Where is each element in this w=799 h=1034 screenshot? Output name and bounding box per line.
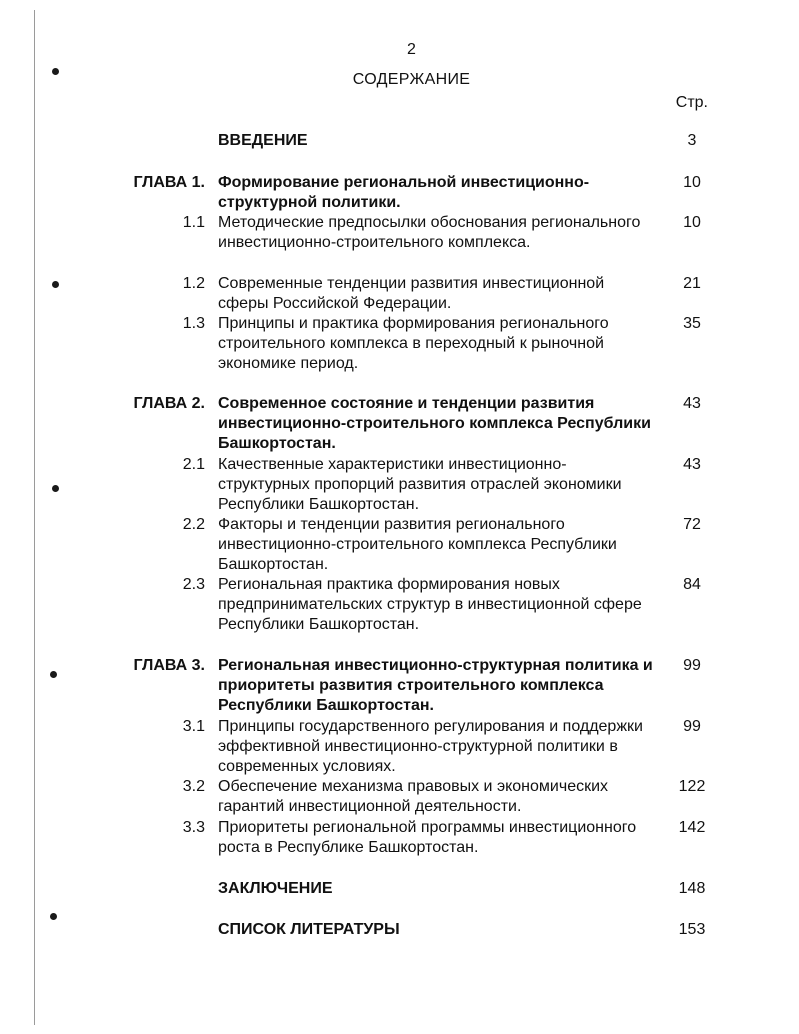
toc-entry-number: 1.1 <box>182 214 205 231</box>
toc-entry-title: Современное состояние и тенденции развития инвестиционно-строительного комплекса Республики Башкортостан. <box>218 395 651 453</box>
scan-margin-line <box>34 10 35 1025</box>
toc-entry-page: 43 <box>683 395 701 412</box>
toc-entry-page: 3 <box>687 132 697 149</box>
toc-entry-page: 122 <box>678 778 706 795</box>
toc-entry-title: Принципы государственного регулирования и поддержки эффективной инвестиционно-структурной политики в современных условиях. <box>218 718 643 776</box>
toc-entry-page: 84 <box>683 576 701 593</box>
scan-speck <box>50 671 57 678</box>
toc-entry-title: Методические предпосылки обоснования регионального инвестиционно-строительного комплекса. <box>218 214 641 252</box>
toc-entry-title: ЗАКЛЮЧЕНИЕ <box>218 880 333 897</box>
toc-entry-page: 72 <box>683 516 701 533</box>
toc-entry-title: Современные тенденции развития инвестиционной сферы Российской Федерации. <box>218 275 605 313</box>
toc-entry-title: Качественные характеристики инвестиционно-структурных пропорций развития отраслей экономики Республики Башкортостан. <box>218 456 622 514</box>
toc-entry-title: Формирование региональной инвестиционно-структурной политики. <box>218 174 590 212</box>
toc-entry-title: СПИСОК ЛИТЕРАТУРЫ <box>218 921 400 938</box>
toc-entry-number: 2.1 <box>182 456 205 473</box>
page-column-header: Стр. <box>675 94 708 111</box>
toc-entry-page: 43 <box>683 456 701 473</box>
toc-entry-title: Факторы и тенденции развития регионального инвестиционно-строительного комплекса Республики Башкортостан. <box>218 516 617 574</box>
toc-entry-number: 2.2 <box>182 516 205 533</box>
toc-entry-page: 35 <box>683 315 701 332</box>
toc-entry-number: 3.1 <box>182 718 205 735</box>
toc-entry-number: 1.3 <box>182 315 205 332</box>
toc-entry-title: Принципы и практика формирования регионального строительного комплекса в переходный к рыночной экономике период. <box>218 315 609 373</box>
page-number: 2 <box>407 41 416 58</box>
toc-entry-number: ГЛАВА 2. <box>133 395 205 412</box>
toc-entry-page: 142 <box>678 819 706 836</box>
scan-speck <box>52 485 59 492</box>
toc-entry-page: 21 <box>683 275 701 292</box>
toc-entry-title: Региональная инвестиционно-структурная политика и приоритеты развития строительного комплекса Республики Башкортостан. <box>218 657 653 715</box>
toc-entry-title: ВВЕДЕНИЕ <box>218 132 308 149</box>
toc-entry-number: 1.2 <box>182 275 205 292</box>
toc-entry-title: Обеспечение механизма правовых и экономических гарантий инвестиционной деятельности. <box>218 778 609 816</box>
toc-entry-number: ГЛАВА 1. <box>133 174 205 191</box>
toc-entry-number: 3.2 <box>182 778 205 795</box>
toc-entry-number: 3.3 <box>182 819 205 836</box>
toc-entry-page: 148 <box>678 880 706 897</box>
toc-entry-page: 99 <box>683 657 701 674</box>
toc-entry-page: 99 <box>683 718 701 735</box>
page-title: СОДЕРЖАНИЕ <box>352 71 471 88</box>
toc-entry-title: Региональная практика формирования новых предпринимательских структур в инвестиционной сфере Республики Башкортостан. <box>218 576 642 634</box>
toc-entry-page: 10 <box>683 214 701 231</box>
toc-entry-number: ГЛАВА 3. <box>133 657 205 674</box>
scan-speck <box>52 281 59 288</box>
toc-entry-page: 153 <box>678 921 706 938</box>
toc-entry-number: 2.3 <box>182 576 205 593</box>
scan-speck <box>50 913 57 920</box>
toc-entry-page: 10 <box>683 174 701 191</box>
toc-entry-title: Приоритеты региональной программы инвестиционного роста в Республике Башкортостан. <box>218 819 637 857</box>
